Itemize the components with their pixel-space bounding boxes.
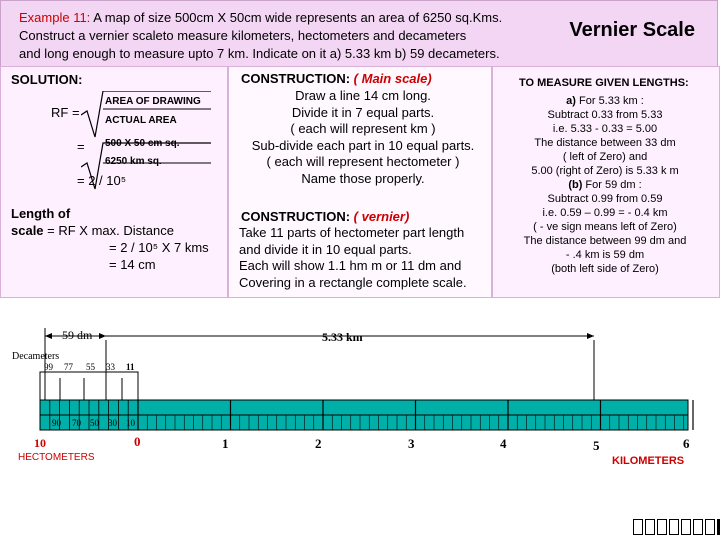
km-label: 3 bbox=[408, 436, 415, 451]
problem-line-1 bbox=[19, 9, 502, 27]
rf-result: = 2 / 10⁵ bbox=[77, 173, 127, 188]
dimension-59dm-label: 59 dm bbox=[62, 328, 93, 342]
next-slide-icon[interactable] bbox=[693, 519, 703, 535]
vernier-label: 33 bbox=[106, 362, 115, 372]
hectometers-label: HECTOMETERS bbox=[18, 452, 95, 463]
main-steps bbox=[239, 88, 487, 187]
rf-label: RF = bbox=[51, 105, 80, 120]
measure-a-line: The distance between 33 dm bbox=[534, 137, 676, 149]
hecto-label: 10 bbox=[126, 418, 135, 428]
arrowhead-icon bbox=[45, 333, 52, 339]
b-title: For 59 dm : bbox=[582, 179, 642, 191]
last-slide-icon[interactable] bbox=[705, 519, 715, 535]
measure-b-line: The distance between 99 dm and bbox=[523, 235, 687, 247]
header-banner bbox=[0, 0, 718, 68]
hecto-label: 90 bbox=[52, 418, 61, 428]
measure-a-line: ( left of Zero) and bbox=[562, 151, 648, 163]
arrowhead-icon bbox=[587, 333, 594, 339]
construction-heading-text: CONSTRUCTION: bbox=[241, 209, 354, 224]
equals-sign: = bbox=[77, 139, 85, 154]
construction-panel bbox=[228, 66, 492, 298]
length-line-2: scale = RF X max. Distance bbox=[11, 223, 174, 238]
solution-panel bbox=[0, 66, 228, 298]
prev-slide-icon[interactable] bbox=[645, 519, 655, 535]
problem-text-1: A map of size 500cm X 50cm wide represents an area of 6250 sq.Kms. bbox=[90, 10, 503, 25]
construction-main-heading bbox=[241, 71, 432, 86]
km-label: 5 bbox=[593, 438, 600, 453]
measure-b-line: Subtract 0.99 from 0.59 bbox=[547, 193, 663, 205]
measure-a-line: 5.00 (right of Zero) is 5.33 k m bbox=[531, 165, 679, 177]
vernier-step: Each will show 1.1 hm m or 11 dm and bbox=[239, 258, 462, 273]
measure-heading: TO MEASURE GIVEN LENGTHS: bbox=[519, 77, 689, 89]
hecto-label: 70 bbox=[72, 418, 81, 428]
arrowhead-icon bbox=[99, 333, 106, 339]
problem-line-2: Construct a vernier scaleto measure kilometers, hectometers and decameters bbox=[19, 28, 467, 43]
measure-a-line: i.e. 5.33 - 0.33 = 5.00 bbox=[552, 123, 658, 135]
dimension-533km-label: 5.33 km bbox=[322, 330, 363, 344]
b-label: (b) bbox=[568, 179, 583, 191]
kilometers-label: KILOMETERS bbox=[612, 455, 685, 467]
km-label: 1 bbox=[222, 436, 229, 451]
solution-heading: SOLUTION: bbox=[11, 72, 83, 87]
vernier-label: 99 bbox=[44, 362, 53, 372]
km-label: 2 bbox=[315, 436, 322, 451]
km-label: 0 bbox=[134, 434, 141, 449]
decameters-label: Decameters bbox=[12, 351, 60, 362]
km-label: 6 bbox=[683, 436, 690, 451]
a-title: For 5.33 km : bbox=[575, 95, 644, 107]
main-step: Sub-divide each part in 10 equal parts. bbox=[251, 137, 475, 153]
vernier-label: 11 bbox=[126, 362, 135, 372]
measure-panel bbox=[492, 66, 720, 298]
construction-vernier-heading bbox=[241, 209, 409, 224]
measure-a-line: Subtract 0.33 from 5.33 bbox=[547, 109, 663, 121]
measure-b-line: - .4 km is 59 dm bbox=[565, 249, 645, 261]
slide-navigation bbox=[633, 519, 720, 535]
main-step: ( each will represent km ) bbox=[290, 121, 436, 136]
measure-b-line: ( - ve sign means left of Zero) bbox=[533, 221, 677, 233]
measure-b-line: i.e. 0.59 – 0.99 = - 0.4 km bbox=[542, 207, 668, 219]
hecto-label: 30 bbox=[108, 418, 117, 428]
back-icon[interactable] bbox=[657, 519, 667, 535]
main-step: Divide it in 7 equal parts. bbox=[291, 104, 435, 120]
main-step: ( each will represent hectometer ) bbox=[266, 154, 460, 169]
length-line-4: = 14 cm bbox=[109, 257, 156, 272]
length-line-3: = 2 / 10⁵ X 7 kms bbox=[109, 240, 209, 255]
a-label: a) bbox=[566, 95, 576, 107]
vernier-label: 55 bbox=[86, 362, 95, 372]
km-label: 4 bbox=[500, 436, 507, 451]
vernier-label: 77 bbox=[64, 362, 73, 372]
measure-a-title bbox=[497, 94, 713, 108]
fraction2-numerator: 500 X 50 cm sq. bbox=[105, 138, 180, 149]
vernier-step: Take 11 parts of hectometer part length bbox=[239, 225, 465, 240]
fraction1-denominator: ACTUAL AREA bbox=[105, 115, 177, 126]
main-step: Name those properly. bbox=[301, 170, 425, 186]
main-step: Draw a line 14 cm long. bbox=[295, 88, 431, 103]
hecto-start-label: 10 bbox=[34, 436, 46, 450]
measure-steps bbox=[497, 94, 713, 276]
first-slide-icon[interactable] bbox=[633, 519, 643, 535]
main-scale-note: ( Main scale) bbox=[353, 71, 432, 86]
vernier-step: and divide it in 10 equal parts. bbox=[239, 241, 412, 257]
vernier-box bbox=[40, 372, 138, 400]
measure-b-line: (both left side of Zero) bbox=[551, 263, 659, 275]
measure-b-title bbox=[497, 178, 713, 192]
home-icon[interactable] bbox=[669, 519, 679, 535]
length-line-1: Length of bbox=[11, 206, 71, 221]
fraction1-numerator: AREA OF DRAWING bbox=[105, 96, 201, 107]
page-title: Vernier Scale bbox=[569, 19, 695, 41]
hecto-label: 50 bbox=[90, 418, 99, 428]
vernier-step: Covering in a rectangle complete scale. bbox=[239, 274, 467, 290]
fraction2-denominator: 6250 km sq. bbox=[105, 156, 162, 167]
problem-line-3: and long enough to measure upto 7 km. Indicate on it a) 5.33 km b) 59 decameters. bbox=[19, 46, 500, 61]
vernier-steps bbox=[239, 225, 487, 291]
forward-icon[interactable] bbox=[681, 519, 691, 535]
construction-heading-text: CONSTRUCTION: bbox=[241, 71, 354, 86]
vernier-note: ( vernier) bbox=[353, 209, 410, 224]
example-label: Example 11: bbox=[19, 10, 91, 25]
